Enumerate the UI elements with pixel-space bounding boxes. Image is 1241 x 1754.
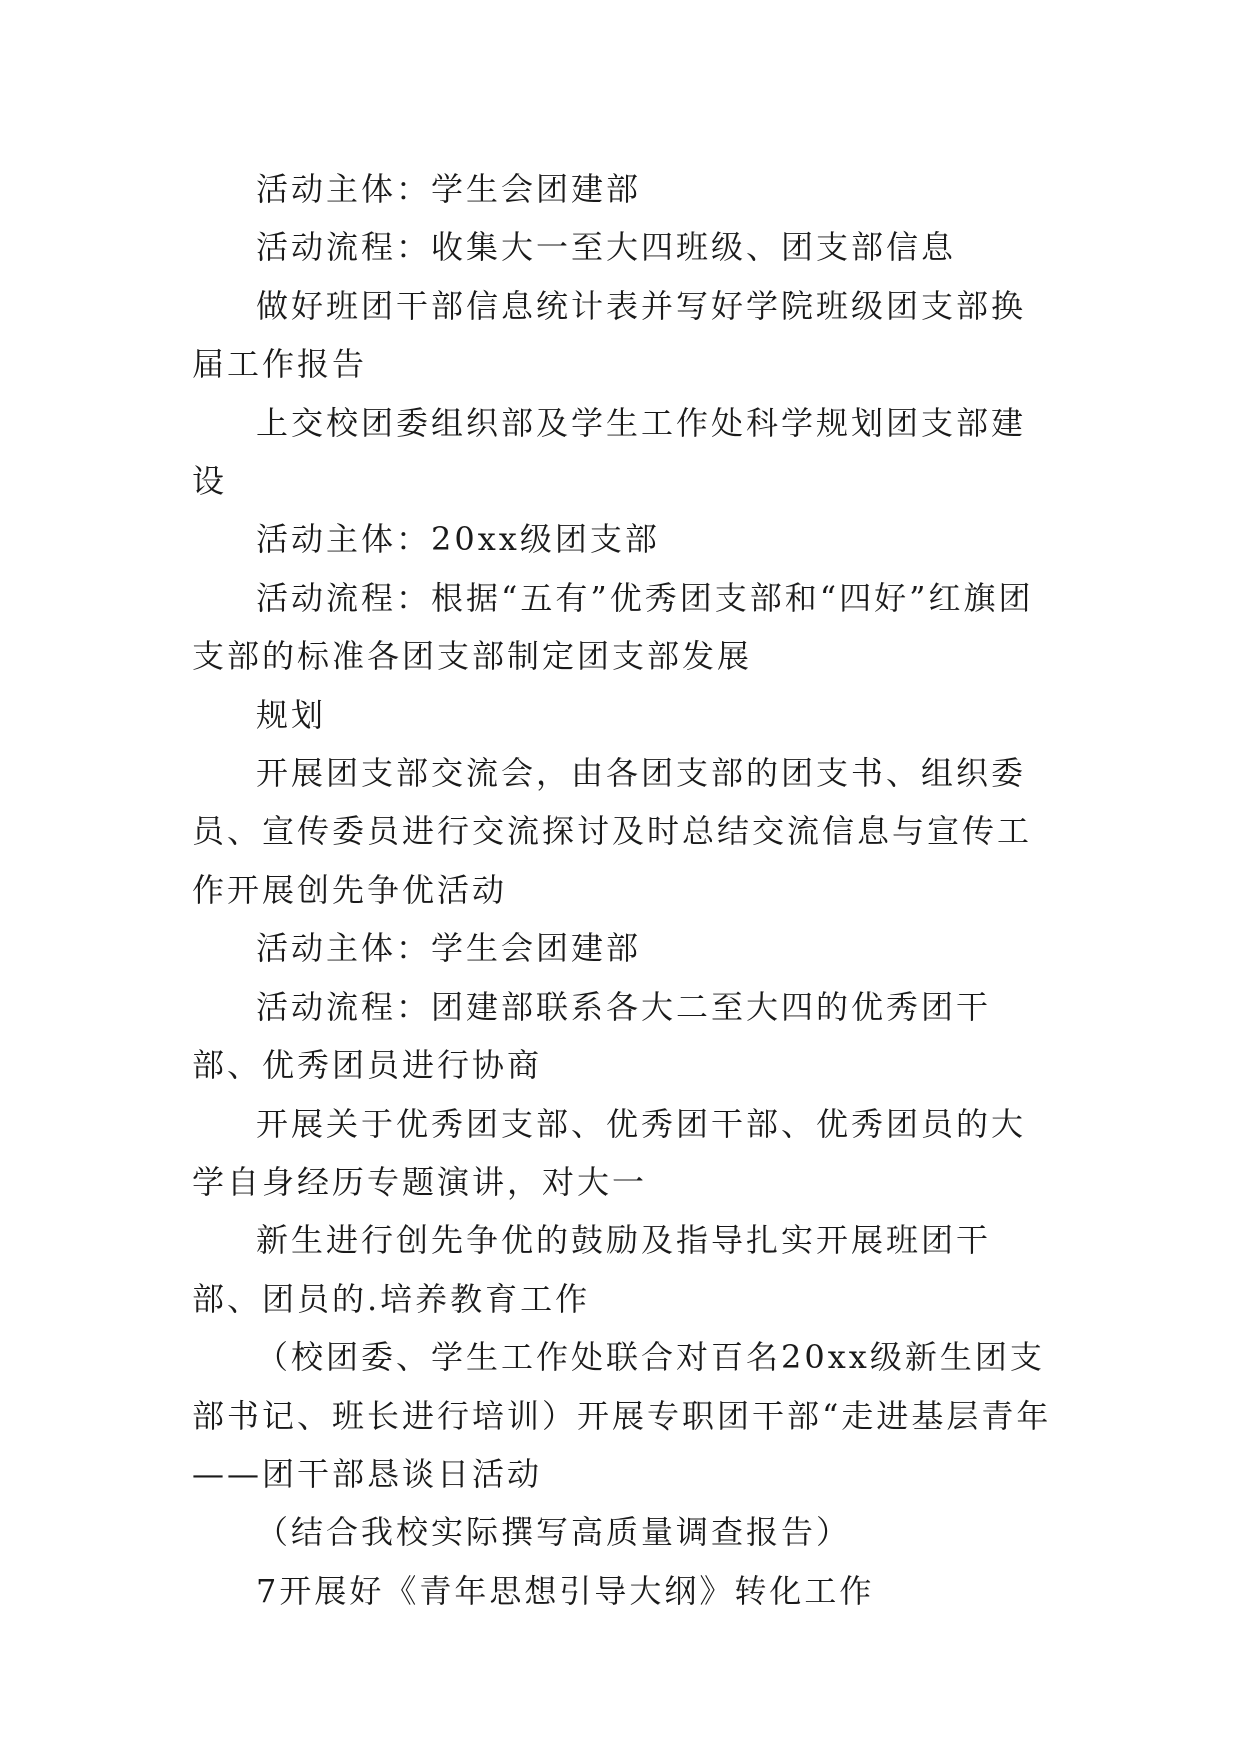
paragraph-3: 做好班团干部信息统计表并写好学院班级团支部换届工作报告 <box>192 286 1027 384</box>
paragraph-14: （结合我校实际撰写高质量调查报告） <box>256 1513 852 1552</box>
paragraph-4: 上交校团委组织部及学生工作处科学规划团支部建设 <box>192 403 1027 501</box>
paragraph-11: 开展关于优秀团支部、优秀团干部、优秀团员的大学自身经历专题演讲，对大一 <box>192 1104 1027 1201</box>
paragraph-2: 活动流程：收集大一至大四班级、团支部信息 <box>256 228 957 267</box>
paragraph-12: 新生进行创先争优的鼓励及指导扎实开展班团干部、团员的.培养教育工作 <box>192 1221 992 1318</box>
paragraph-15: 7开展好《青年思想引导大纲》转化工作 <box>256 1571 875 1610</box>
paragraph-10: 活动流程：团建部联系各大二至大四的优秀团干部、优秀团员进行协商 <box>192 987 992 1085</box>
paragraph-13: （校团委、学生工作处联合对百名20xx级新生团支部书记、班长进行培训）开展专职团干部“走进基层青年——团干部恳谈日活动 <box>192 1338 1052 1493</box>
paragraph-9: 活动主体：学生会团建部 <box>256 929 642 968</box>
paragraph-5: 活动主体：20xx级团支部 <box>256 520 660 559</box>
paragraph-6: 活动流程：根据“五有”优秀团支部和“四好”红旗团支部的标准各团支部制定团支部发展 <box>192 578 1034 676</box>
paragraph-7: 规划 <box>256 695 327 734</box>
paragraph-8: 开展团支部交流会，由各团支部的团支书、组织委员、宣传委员进行交流探讨及时总结交流信息与宣传工作开展创先争优活动 <box>192 754 1033 909</box>
paragraph-1: 活动主体：学生会团建部 <box>256 170 642 208</box>
document-body <box>192 160 1052 1620</box>
